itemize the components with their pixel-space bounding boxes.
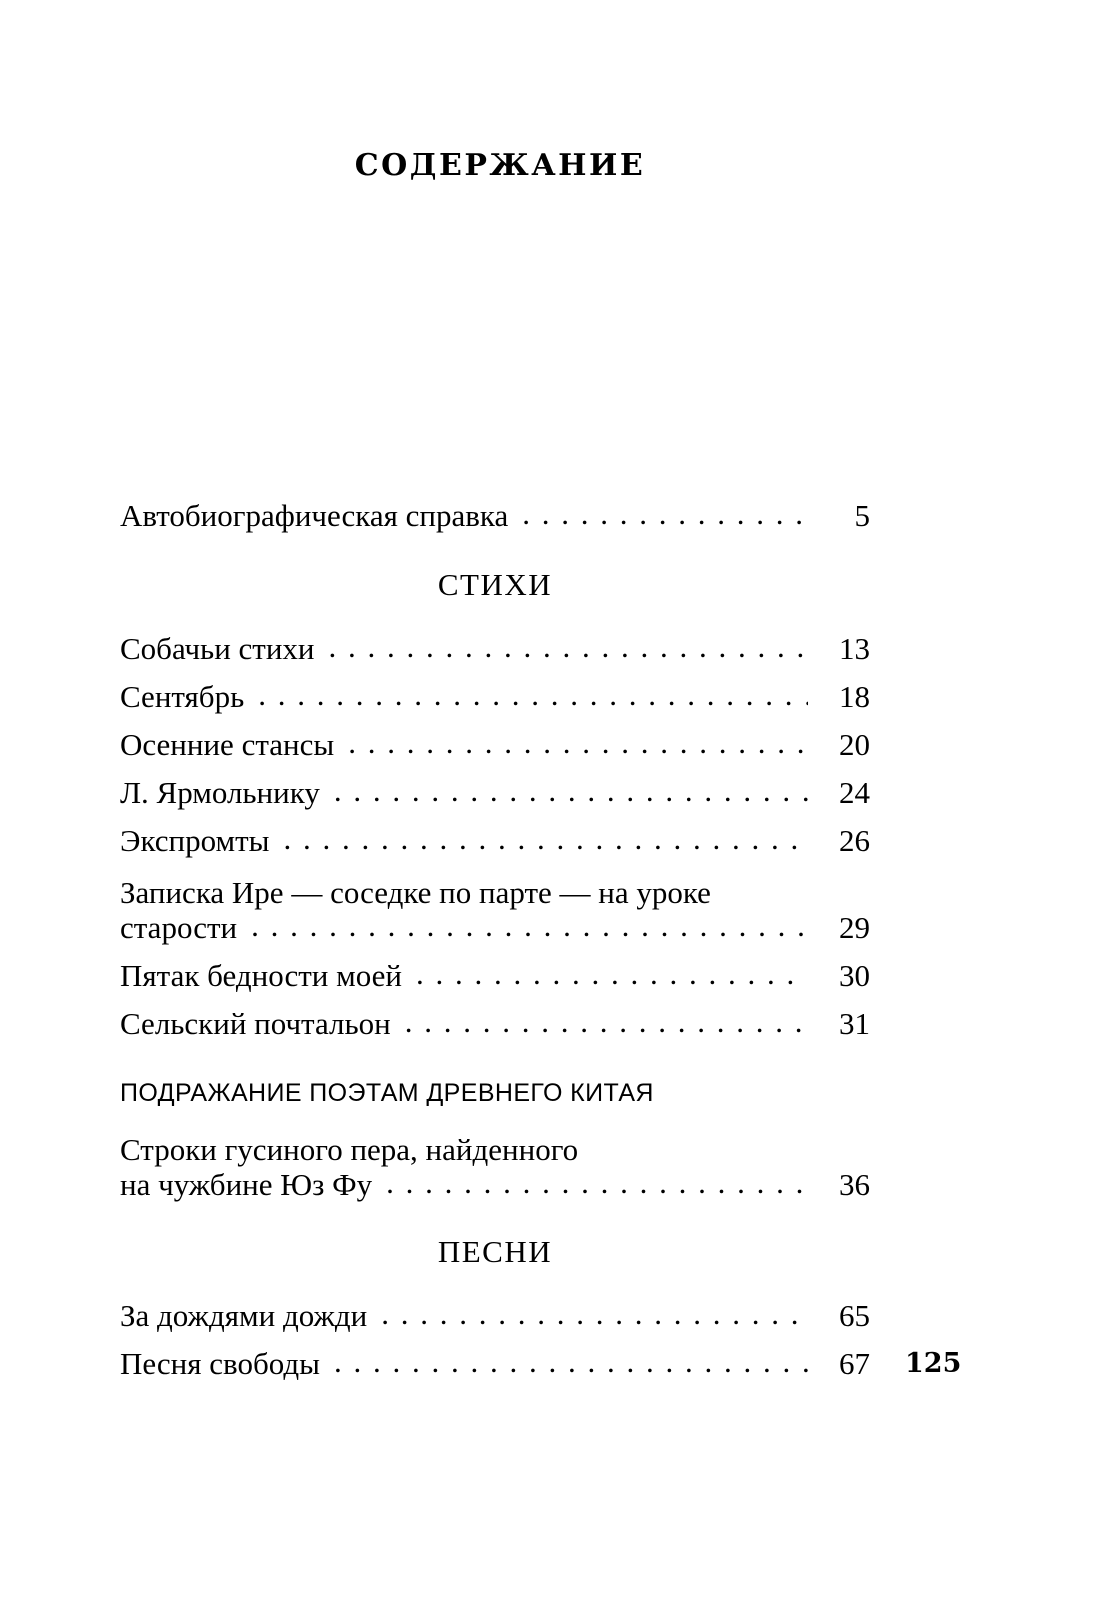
toc-entry-page: 30 — [839, 958, 870, 994]
toc-entry-label: Л. Ярмольнику — [120, 775, 320, 810]
toc-entry-label: Сентябрь — [120, 679, 245, 714]
toc-entry-page: 5 — [854, 498, 870, 533]
toc-entry-page: 18 — [839, 679, 870, 714]
leader-dots — [348, 730, 808, 756]
section-heading-poems: СТИХИ — [437, 567, 553, 602]
toc-entry-label: За дождями дожди — [120, 1298, 368, 1334]
toc-entry-page: 13 — [839, 631, 870, 666]
leader-dots — [386, 1170, 808, 1196]
toc-entry-rains[interactable] — [120, 1298, 870, 1334]
page-title: СОДЕРЖАНИЕ — [354, 148, 646, 183]
toc-entry-label: Сельский почтальон — [120, 1006, 391, 1042]
leader-dots — [284, 826, 808, 852]
toc-entry-label: Собачьи стихи — [120, 631, 315, 666]
toc-entry-label: Экспромты — [120, 823, 270, 858]
leader-dots — [405, 1009, 808, 1035]
toc-entry-page: 24 — [839, 775, 870, 810]
toc-entry-village-postman[interactable] — [120, 1006, 870, 1042]
toc-entry-page: 20 — [839, 727, 870, 762]
page-folio: 125 — [905, 1348, 962, 1379]
toc-entry-pyatak[interactable] — [120, 958, 870, 994]
toc-entry-page: 65 — [839, 1298, 870, 1334]
toc-entry-autobiography[interactable] — [120, 500, 870, 531]
toc-list — [120, 500, 870, 1396]
leader-dots — [416, 961, 808, 987]
subsection-heading-china: ПОДРАЖАНИЕ ПОЭТАМ ДРЕВНЕГО КИТАЯ — [120, 1079, 654, 1108]
toc-entry-page: 26 — [839, 823, 870, 858]
toc-entry-autumn-stanzas[interactable] — [120, 729, 870, 760]
toc-entry-label-line2: на чужбине Юз Фу — [120, 1167, 373, 1203]
leader-dots — [334, 1349, 808, 1375]
toc-entry-goose-quill-lines[interactable] — [120, 1130, 870, 1203]
toc-entry-page: 31 — [839, 1006, 870, 1042]
toc-entry-page: 36 — [839, 1167, 870, 1203]
toc-entry-dog-poems[interactable] — [120, 633, 870, 664]
leader-dots — [522, 501, 808, 527]
toc-entry-label: Песня свободы — [120, 1346, 320, 1382]
leader-dots — [251, 913, 808, 939]
toc-entry-label-line2: старости — [120, 910, 238, 946]
toc-entry-impromptus[interactable] — [120, 825, 870, 856]
toc-entry-label-line1: Строки гусиного пера, найденного — [120, 1132, 579, 1168]
leader-dots — [381, 1301, 808, 1327]
toc-entry-label: Автобиографическая справка — [120, 498, 509, 533]
toc-entry-page: 29 — [839, 910, 870, 946]
leader-dots — [334, 778, 808, 804]
toc-entry-freedom-song[interactable] — [120, 1346, 870, 1382]
toc-entry-yarmolniku[interactable] — [120, 777, 870, 808]
toc-entry-label-line1: Записка Ире — соседке по парте — на уроке — [120, 875, 711, 910]
toc-entry-page: 67 — [839, 1346, 870, 1382]
section-heading-songs: ПЕСНИ — [437, 1234, 553, 1270]
leader-dots — [329, 634, 808, 660]
toc-entry-note-to-ira[interactable] — [120, 873, 870, 946]
toc-entry-september[interactable] — [120, 681, 870, 712]
toc-entry-label: Пятак бедности моей — [120, 958, 402, 994]
toc-entry-label: Осенние стансы — [120, 727, 335, 762]
leader-dots — [258, 682, 808, 708]
